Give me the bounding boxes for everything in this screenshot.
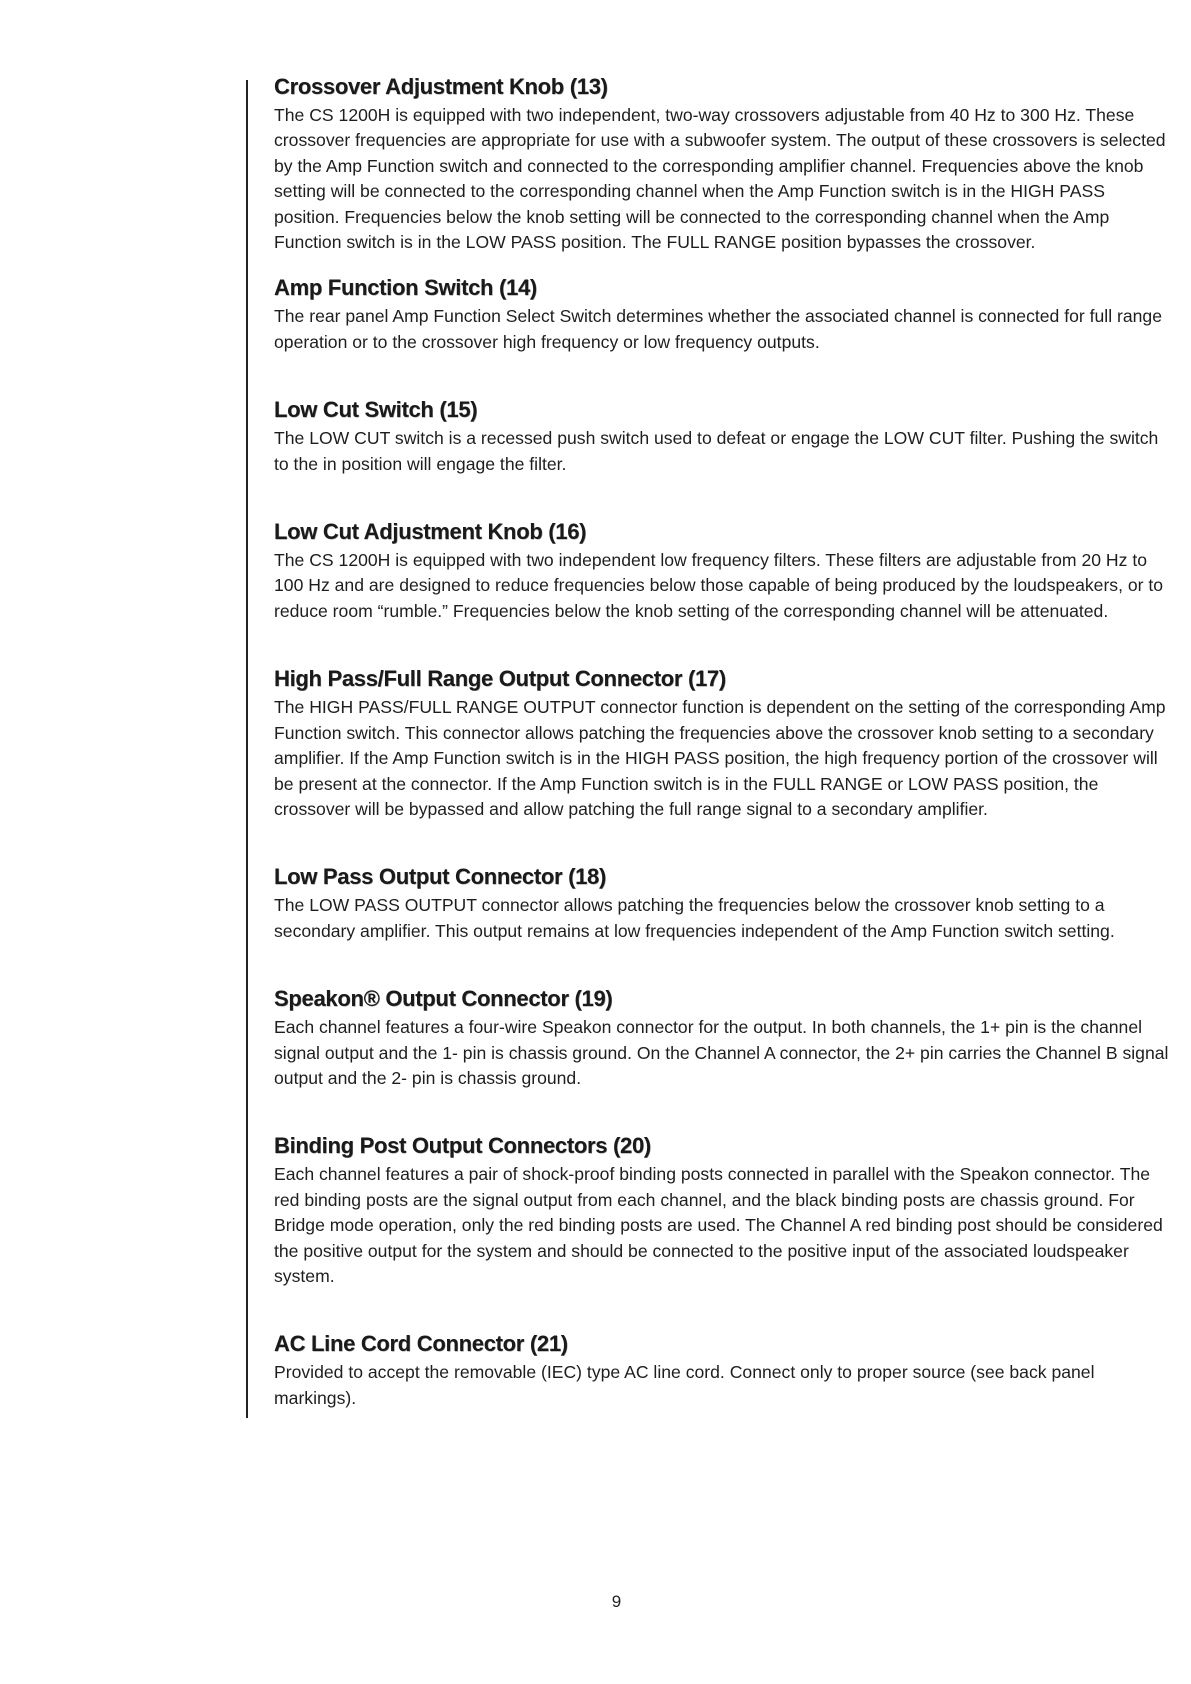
section-body: The LOW PASS OUTPUT connector allows patching the frequencies below the crossover knob setting to a secondary amplifier. This output remains at low frequencies independent of the Amp Function switch setting. xyxy=(274,895,1115,941)
section-body: The CS 1200H is equipped with two independent, two-way crossovers adjustable from 40 Hz to 300 Hz. These crossover frequencies are appropriate for use with a subwoofer system. The output of these crossovers is selected by the Amp Function switch and connected to the corresponding amplifier channel. Frequencies above the knob setting will be connected to the corresponding channel when the Amp Function switch is in the HIGH PASS position. Frequencies below the knob setting will be connected to the corresponding channel when the Amp Function switch is in the LOW PASS position. The FULL RANGE position bypasses the crossover. xyxy=(274,105,1166,253)
section-heading: Low Cut Adjustment Knob (16) xyxy=(274,519,587,545)
section-low-pass-output xyxy=(274,864,1169,944)
section-low-cut-adjustment-knob xyxy=(274,519,1169,624)
section-heading: High Pass/Full Range Output Connector (17) xyxy=(274,666,726,692)
section-low-cut-switch xyxy=(274,397,1169,477)
section-crossover-adjustment-knob xyxy=(274,74,1169,255)
section-body: Each channel features a pair of shock-proof binding posts connected in parallel with the Speakon connector. The red binding posts are the signal output from each channel, and the black binding posts are chassis ground. For Bridge mode operation, only the red binding posts are used. The Channel A red binding post should be considered the positive output for the system and should be connected to the positive input of the associated loudspeaker system. xyxy=(274,1164,1163,1286)
section-heading: Binding Post Output Connectors (20) xyxy=(274,1133,651,1159)
section-speakon-output xyxy=(274,986,1169,1091)
section-body: The LOW CUT switch is a recessed push switch used to defeat or engage the LOW CUT filter. Pushing the switch to the in position will engage the filter. xyxy=(274,428,1159,474)
section-body: Provided to accept the removable (IEC) type AC line cord. Connect only to proper source (see back panel markings). xyxy=(274,1362,1095,1408)
page-number: 9 xyxy=(611,1592,622,1611)
document-content xyxy=(274,74,1169,1453)
section-heading: AC Line Cord Connector (21) xyxy=(274,1331,568,1357)
section-heading: Low Cut Switch (15) xyxy=(274,397,478,423)
section-body: The CS 1200H is equipped with two independent low frequency filters. These filters are adjustable from 20 Hz to 100 Hz and are designed to reduce frequencies below those capable of being produced by the loudspeakers, or to reduce room “rumble.” Frequencies below the knob setting of the corresponding channel will be attenuated. xyxy=(274,550,1164,621)
section-high-pass-full-range-output xyxy=(274,666,1169,822)
section-binding-post-output xyxy=(274,1133,1169,1289)
section-body: Each channel features a four-wire Speakon connector for the output. In both channels, the 1+ pin is the channel signal output and the 1- pin is chassis ground. On the Channel A connector, the 2+ pin carries the Channel B signal output and the 2- pin is chassis ground. xyxy=(274,1017,1169,1088)
section-ac-line-cord xyxy=(274,1331,1169,1411)
section-heading: Low Pass Output Connector (18) xyxy=(274,864,607,890)
margin-rule xyxy=(246,80,248,1418)
section-heading: Amp Function Switch (14) xyxy=(274,275,537,301)
section-body: The rear panel Amp Function Select Switch determines whether the associated channel is connected for full range operation or to the crossover high frequency or low frequency outputs. xyxy=(274,306,1163,352)
section-body: The HIGH PASS/FULL RANGE OUTPUT connector function is dependent on the setting of the corresponding Amp Function switch. This connector allows patching the frequencies above the crossover knob setting to a secondary amplifier. If the Amp Function switch is in the HIGH PASS position, the high frequency portion of the crossover will be present at the connector. If the Amp Function switch is in the FULL RANGE or LOW PASS position, the crossover will be bypassed and allow patching the full range signal to a secondary amplifier. xyxy=(274,697,1166,819)
section-heading: Speakon® Output Connector (19) xyxy=(274,986,613,1012)
section-amp-function-switch xyxy=(274,275,1169,355)
section-heading: Crossover Adjustment Knob (13) xyxy=(274,74,608,99)
